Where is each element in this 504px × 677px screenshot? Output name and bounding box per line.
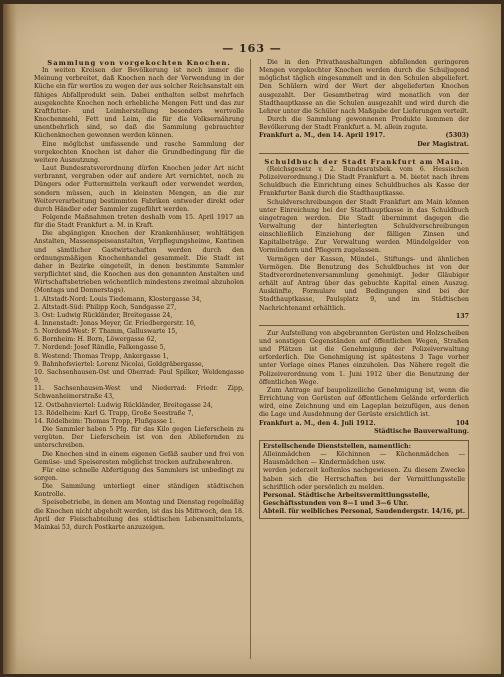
signature-right: (5303) [445, 132, 469, 140]
signature-line [259, 141, 469, 149]
left-column [34, 59, 244, 532]
paragraph: (Reichsgesetz v. 2. Bundesratsbek. vom 6. Hessischen Polizeiverordnung.) Die Stadt Frankfurt a. M. bietet nach ihrem Schuldbuch die Einrichtung eines Schuldbuches als Kasse der Frankfurter Bank durch die Stadthauptkasse. [259, 165, 469, 198]
signature-right: 104 [455, 419, 469, 427]
signature-left: Frankfurt a. M., den 4. Juli 1912. [259, 419, 376, 427]
signature-right: Der Magistrat. [417, 140, 469, 148]
signature-line [259, 132, 469, 140]
paragraph: Die Sammlung unterliegt einer ständigen städtischen Kontrolle. [34, 483, 244, 499]
paragraph: Die Sammler haben 5 Pfg. für das Kilo gegen Lieferschein zu vergüten. Der Lieferschein ist von den Abliefernden zu unterschreiben. [34, 426, 244, 450]
paragraph: Folgende Maßnahmen treten deshalb vom 15. April 1917 an für die Stadt Frankfurt a. M. in Kraft. [34, 213, 244, 230]
signature-left: Frankfurt a. M., den 14. April 1917. [259, 132, 386, 140]
district-list-item: 1. Altstadt-Nord: Louis Tiedemann, Klostergasse 34, [34, 295, 202, 303]
notice-line: Abteil. für weibliches Personal, Saudendergstr. 14/16, pt. [263, 508, 466, 516]
right-column [259, 59, 469, 519]
district-list-item: 6. Bornheim: H. Born, Löwergasse 62, [34, 336, 157, 344]
paragraph: Speisebetriebe, in denen am Montag und Dienstag regelmäßig die Knochen nicht abgeholt werden, ist das bis Mittwoch, den 18. April der Fleischabteilung des städtischen Lebensmittelamts, Mainkai 53, durch Postkarte anzuzeigen. [34, 499, 244, 531]
district-list-item: 8. Westend: Thomas Tropp, Ankergasse 1, [34, 352, 169, 360]
paragraph: Durch die Sammlung gewonnenen Produkte kommen der Bevölkerung der Stadt Frankfurt a. M. allein zugute. [259, 116, 469, 132]
column-divider [250, 59, 251, 659]
district-list-item: 3. Ost: Ludwig Rückländer, Breitegasse 24, [34, 311, 173, 319]
district-list-item: 14. Rödelheim: Thomas Tropp, Flußgasse 1. [34, 417, 175, 425]
district-list-item: 7. Nordend: Josef Rändle, Falkengasse 5, [34, 344, 166, 352]
paragraph: Die abgängigen Knochen der Krankenhäuser, wohltätigen Anstalten, Massenspeiseanstalten, Verpflegungsheime, Kantinen und sämtlicher Gastwirtschaften werden durch den ordnungsmäßigen Knochenhandel gesammelt. Die Stadt ist daher in Bezirke eingeteilt, in denen bestimmte Sammler verpflichtet sind, die Knochen aus den genannten Anstalten und Wirtschaftsbetrieben wöchentlich mindestens zweimal abzuholen (Montags und Donnerstags). [34, 230, 244, 295]
notice-line: Erstellschende Dienststellen, namentlich: [263, 442, 411, 450]
paragraph: Die Knochen sind in einem eigenen Gefäß sauber und frei von Gemüse- und Speiseresten möglichst trocken aufzubewahren. [34, 450, 244, 466]
district-list-item: 12. Ostbahnviertel: Ludwig Rückländer, Breitegasse 24, [34, 401, 213, 409]
notice-line: Alleinmädchen — Köchinnen — Küchenmädchen — Hausmädchen — Kindermädchen usw. [263, 451, 465, 467]
district-list-item: 13. Rödelheim: Karl G. Trapp, Große Seestraße 7, [34, 409, 194, 417]
paragraph: In weiten Kreisen der Bevölkerung ist noch immer die Meinung verbreitet, daß Knochen nach der Verwendung in der Küche ein für wertlos zu wegen der aus solcher Reichsanstalt ein fähiges Abfallprodukt sein. Dabei enthalten selbst mehrfach ausgekochte Knochen noch erhebliche Mengen Fett und das zur Kraftfutter- und Leimherstellung besonders wertvolle Knochenmehl, Fett und Leim, die für die Volksernährung unentbehrlich sind, so daß die Sammlung gebrauchter Küchenknochen gewonnen werden können. [34, 67, 244, 140]
paragraph: Laut Bundesratsverordnung dürfen Knochen jeder Art nicht verbrannt, vergraben oder auf andere Art vernichtet, noch zu Düngers oder Futtermitteln verkauft oder verwendet werden, sondern müssen, auch in kleinsten Mengen, an die zur Weiterverarbeitung bestimmten Fabriken entweder direkt oder durch Händler oder Sammler zugeführt werden. [34, 165, 244, 213]
newspaper-page [3, 4, 501, 674]
section-heading: Schuldbuch der Stadt Frankfurt am Main. [264, 157, 464, 166]
signature-line [259, 420, 469, 428]
paragraph: Zur Aufstellung von abgebrannten Gerüsten und Holzscheiben und sonstigen Gegenständen auf öffentlichen Wegen, Straßen und Plätzen ist die Genehmigung der Polizeiverwaltung erforderlich. Die Genehmigung ist spätestens 3 Tage vorher unter Vorlage eines Planes einzuholen. Das Nähere regelt die Polizeiverordnung vom 1. Juni 1912 über die Benutzung der öffentlichen Wege. [259, 329, 469, 386]
section-heading: Sammlung von vorgekochten Knochen. [47, 59, 231, 67]
signature-right: 137 [455, 312, 469, 320]
employment-notice-box [259, 440, 469, 519]
notice-line: Personal. Städtische Arbeitsvermittlungsstelle, [263, 491, 430, 499]
district-list-item: 9. Bahnhofsviertel: Lorenz Nicolai, Goldgräbergasse, [34, 360, 204, 368]
paragraph: Die in den Privathaushaltungen abfallenden geringeren Mengen vorgekochter Knochen werden durch die Schuljugend möglichst täglich eingesammelt und in den Schulen abgeliefert. Den Schülern wird der Wert der abgelieferten Knochen ausgezahlt. Der Gesamtbetrag wird monatlich von der Stadthauptkasse an die Schulen ausgezahlt und wird durch die Lehrer unter die Schüler nach Maßgabe der Lieferungen verteilt. [259, 59, 469, 115]
notice-line: werden jederzeit koſtenlos nachgewiesen. Zu diesem Zwecke haben sich die Herrschaften bei der Vermittlungsstelle schriftlich oder persönlich zu melden. [263, 467, 465, 491]
paragraph: Zum Antrage auf baupolizeiliche Genehmigung ist, wenn die Errichtung von Gerüsten auf öffentlichem Gelände erforderlich wird, eine Zeichnung und ein Lageplan beizufügen, aus denen die Lage und Ausdehnung der Gerüste ersichtlich ist. [259, 386, 469, 419]
district-list-item: 5. Nordend-West: F. Thamm, Galluswarte 15, [34, 328, 178, 336]
section-rule [259, 325, 469, 326]
signature-line [259, 428, 469, 436]
paragraph: Vermögen der Kassen, Mündel-, Stiftungs- und ähnlichen Vermögen. Die Benutzung des Schuldbuches ist von der Stadtverordnetenversammlung genehmigt. Jeder Gläubiger erhält auf Antrag über das gebuchte Kapital einen Auszug. Auskünfte, Formulare und Bedingungen sind bei der Stadthauptkasse, Paulsplatz 9, und im Städtischen Nachrichtenamt erhältlich. [259, 255, 469, 312]
notice-line: Geschäftsstunden von 8—1 und 3—6 Uhr. [263, 499, 409, 507]
paragraph: Für eine schnelle Abfertigung des Sammlers ist unbedingt zu sorgen. [34, 466, 244, 482]
paragraph: Eine möglichst umfassende und rasche Sammlung der vorgekochten Knochen ist daher die Grundbedingung für die weitere Ausnutzung. [34, 140, 244, 164]
section-rule [259, 153, 469, 154]
district-list-item: 11. Sachsenhausen-West und Niederrad: Friedr. Zipp, Schwanheimerstraße 43, [34, 385, 244, 401]
signature-right: Städtische Bauverwaltung. [374, 427, 469, 435]
district-list-item: 2. Altstadt-Süd: Philipp Koch, Sandgasse 27, [34, 303, 177, 311]
page-number: — 163 — [222, 42, 282, 55]
district-list-item: 10. Sachsenhausen-Ost und Oberrad: Paul Spilker, Weldengasse 9, [34, 368, 244, 385]
paragraph: Schuldverschreibungen der Stadt Frankfurt am Main können unter Einreichung bei der Stadthauptkasse in das Schuldbuch eingetragen werden. Die Stadt übernimmt dagegen die Verwaltung der hinterlegten Schuldverschreibungen einschließlich Einziehung der fälligen Zinsen und Kapitalbeträge. Zur Verwaltung werden Mündelgelder von Vormündern und Pflegern zugelassen. [259, 198, 469, 255]
page-binding-edge [3, 4, 17, 674]
district-list-item: 4. Innenstadt: Jonas Meyer, Gr. Friedbergerstr. 16, [34, 320, 196, 327]
signature-line [259, 313, 469, 321]
